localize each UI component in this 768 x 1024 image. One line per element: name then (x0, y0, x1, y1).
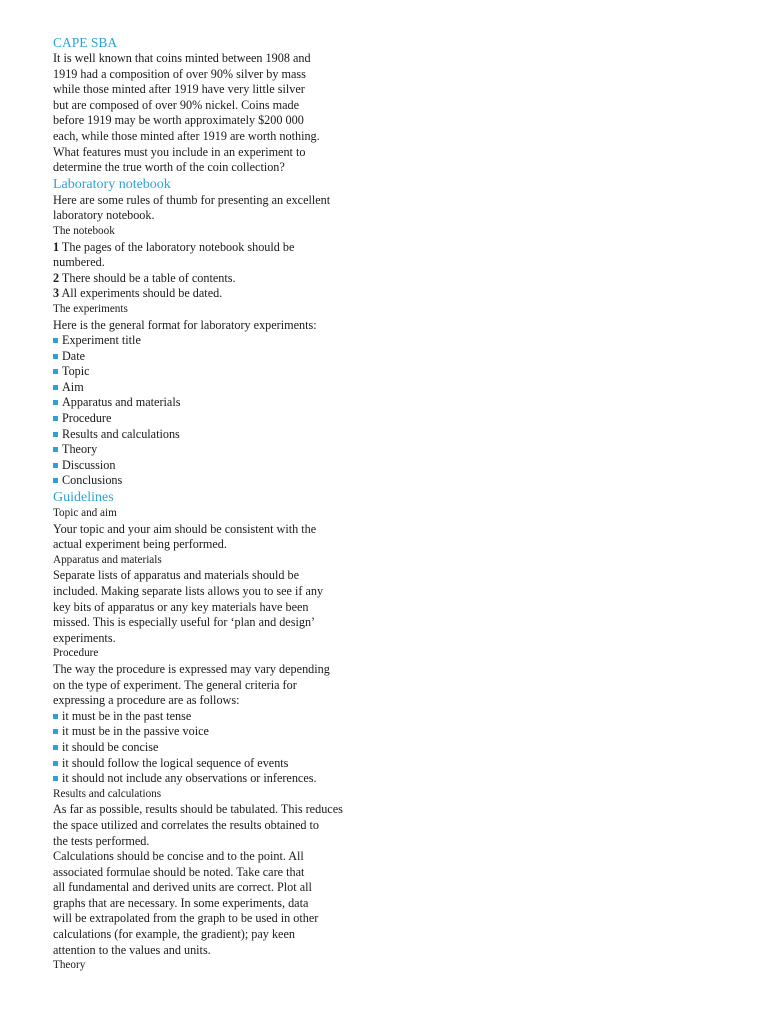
list-item (53, 756, 373, 772)
list-item-text: Date (62, 348, 86, 363)
text-line: graphs that are necessary. In some experiments, data (53, 895, 309, 910)
square-bullet-icon (53, 369, 58, 374)
section-heading-guidelines: Guidelines (53, 490, 114, 506)
square-bullet-icon (53, 432, 58, 437)
experiments-intro: Here is the general format for laboratory experiments: (53, 317, 317, 332)
list-item (53, 411, 373, 427)
text-line: Your topic and your aim should be consistent with the (53, 521, 317, 536)
square-bullet-icon (53, 761, 58, 766)
text-line: key bits of apparatus or any key materials have been (53, 599, 309, 614)
rule-text: The pages of the laboratory notebook should be (59, 239, 295, 254)
text-line: As far as possible, results should be tabulated. This reduces (53, 802, 343, 817)
rule-text: There should be a table of contents. (59, 270, 236, 285)
square-bullet-icon (53, 354, 58, 359)
page-title: CAPE SBA (53, 35, 118, 50)
intro-paragraph (53, 51, 373, 176)
list-item-text: Theory (62, 442, 98, 457)
list-item-text: it should be concise (62, 739, 159, 754)
text-line: but are composed of over 90% nickel. Coins made (53, 97, 300, 112)
document-page (53, 34, 373, 974)
list-item (53, 380, 373, 396)
square-bullet-icon (53, 385, 58, 390)
rule-item (53, 240, 373, 256)
subheading-procedure: Procedure (53, 647, 99, 660)
square-bullet-icon (53, 338, 58, 343)
list-item-text: Aim (62, 379, 84, 394)
rule-text: All experiments should be dated. (59, 286, 223, 301)
text-line: will be extrapolated from the graph to be used in other (53, 911, 319, 926)
text-line: while those minted after 1919 have very little silver (53, 82, 305, 97)
list-item (53, 458, 373, 474)
list-item-text: it must be in the past tense (62, 708, 192, 723)
text-line: the space utilized and correlates the results obtained to (53, 817, 319, 832)
list-item-text: Apparatus and materials (62, 395, 181, 410)
text-line: Separate lists of apparatus and materials should be (53, 568, 300, 583)
square-bullet-icon (53, 478, 58, 483)
subheading-notebook: The notebook (53, 224, 115, 237)
square-bullet-icon (53, 729, 58, 734)
list-item (53, 395, 373, 411)
list-item-text: it should follow the logical sequence of events (62, 755, 289, 770)
list-item (53, 333, 373, 349)
square-bullet-icon (53, 745, 58, 750)
text-line: missed. This is especially useful for ‘plan and design’ (53, 615, 316, 630)
list-item (53, 442, 373, 458)
text-line: the tests performed. (53, 833, 150, 848)
list-item (53, 740, 373, 756)
subheading-experiments: The experiments (53, 302, 128, 315)
format-list (53, 333, 373, 489)
list-item (53, 349, 373, 365)
list-item (53, 724, 373, 740)
text-line: before 1919 may be worth approximately $200 000 (53, 113, 304, 128)
list-item-text: it must be in the passive voice (62, 724, 209, 739)
text-line: each, while those minted after 1919 are worth nothing. (53, 128, 320, 143)
text-line: Here are some rules of thumb for presenting an excellent (53, 192, 331, 207)
text-line: experiments. (53, 630, 116, 645)
list-item (53, 771, 373, 787)
list-item-text: it should not include any observations or inferences. (62, 771, 317, 786)
rule-item (53, 255, 373, 271)
square-bullet-icon (53, 714, 58, 719)
text-line: 1919 had a composition of over 90% silver by mass (53, 66, 306, 81)
rule-text: numbered. (53, 255, 105, 270)
list-item-text: Procedure (62, 411, 112, 426)
text-line: included. Making separate lists allows you to see if any (53, 584, 324, 598)
subheading-theory: Theory (53, 959, 86, 972)
text-line: on the type of experiment. The general criteria for (53, 677, 297, 692)
text-line: attention to the values and units. (53, 942, 211, 957)
square-bullet-icon (53, 447, 58, 452)
square-bullet-icon (53, 776, 58, 781)
rule-number: 3 (53, 286, 60, 301)
subheading-results: Results and calculations (53, 787, 162, 800)
square-bullet-icon (53, 416, 58, 421)
list-item (53, 427, 373, 443)
square-bullet-icon (53, 463, 58, 468)
section-heading-notebook: Laboratory notebook (53, 176, 171, 192)
rule-item (53, 286, 373, 302)
subheading-topic: Topic and aim (53, 507, 117, 520)
list-item (53, 473, 373, 489)
text-line: The way the procedure is expressed may vary depending (53, 661, 330, 676)
rule-number: 1 (53, 239, 60, 254)
list-item-text: Topic (62, 364, 90, 379)
list-item (53, 709, 373, 725)
rule-number: 2 (53, 270, 60, 285)
text-line: all fundamental and derived units are correct. Plot all (53, 880, 312, 895)
text-line: expressing a procedure are as follows: (53, 693, 240, 708)
notebook-intro (53, 193, 373, 224)
list-item-text: Conclusions (62, 473, 123, 488)
square-bullet-icon (53, 400, 58, 405)
text-line: laboratory notebook. (53, 208, 155, 223)
text-line: What features must you include in an experiment to (53, 144, 306, 159)
list-item (53, 364, 373, 380)
text-line: associated formulae should be noted. Take care that (53, 864, 305, 879)
list-item-text: Experiment title (62, 333, 141, 348)
procedure-list (53, 709, 373, 787)
text-line: actual experiment being performed. (53, 537, 227, 552)
rules-list (53, 240, 373, 302)
subheading-apparatus: Apparatus and materials (53, 553, 162, 566)
text-line: It is well known that coins minted between 1908 and (53, 51, 311, 65)
text-line: calculations (for example, the gradient); pay keen (53, 927, 295, 942)
rule-item (53, 271, 373, 287)
list-item-text: Results and calculations (62, 426, 180, 441)
text-line: determine the true worth of the coin collection? (53, 160, 285, 175)
list-item-text: Discussion (62, 457, 116, 472)
text-line: Calculations should be concise and to the point. All (53, 849, 304, 864)
